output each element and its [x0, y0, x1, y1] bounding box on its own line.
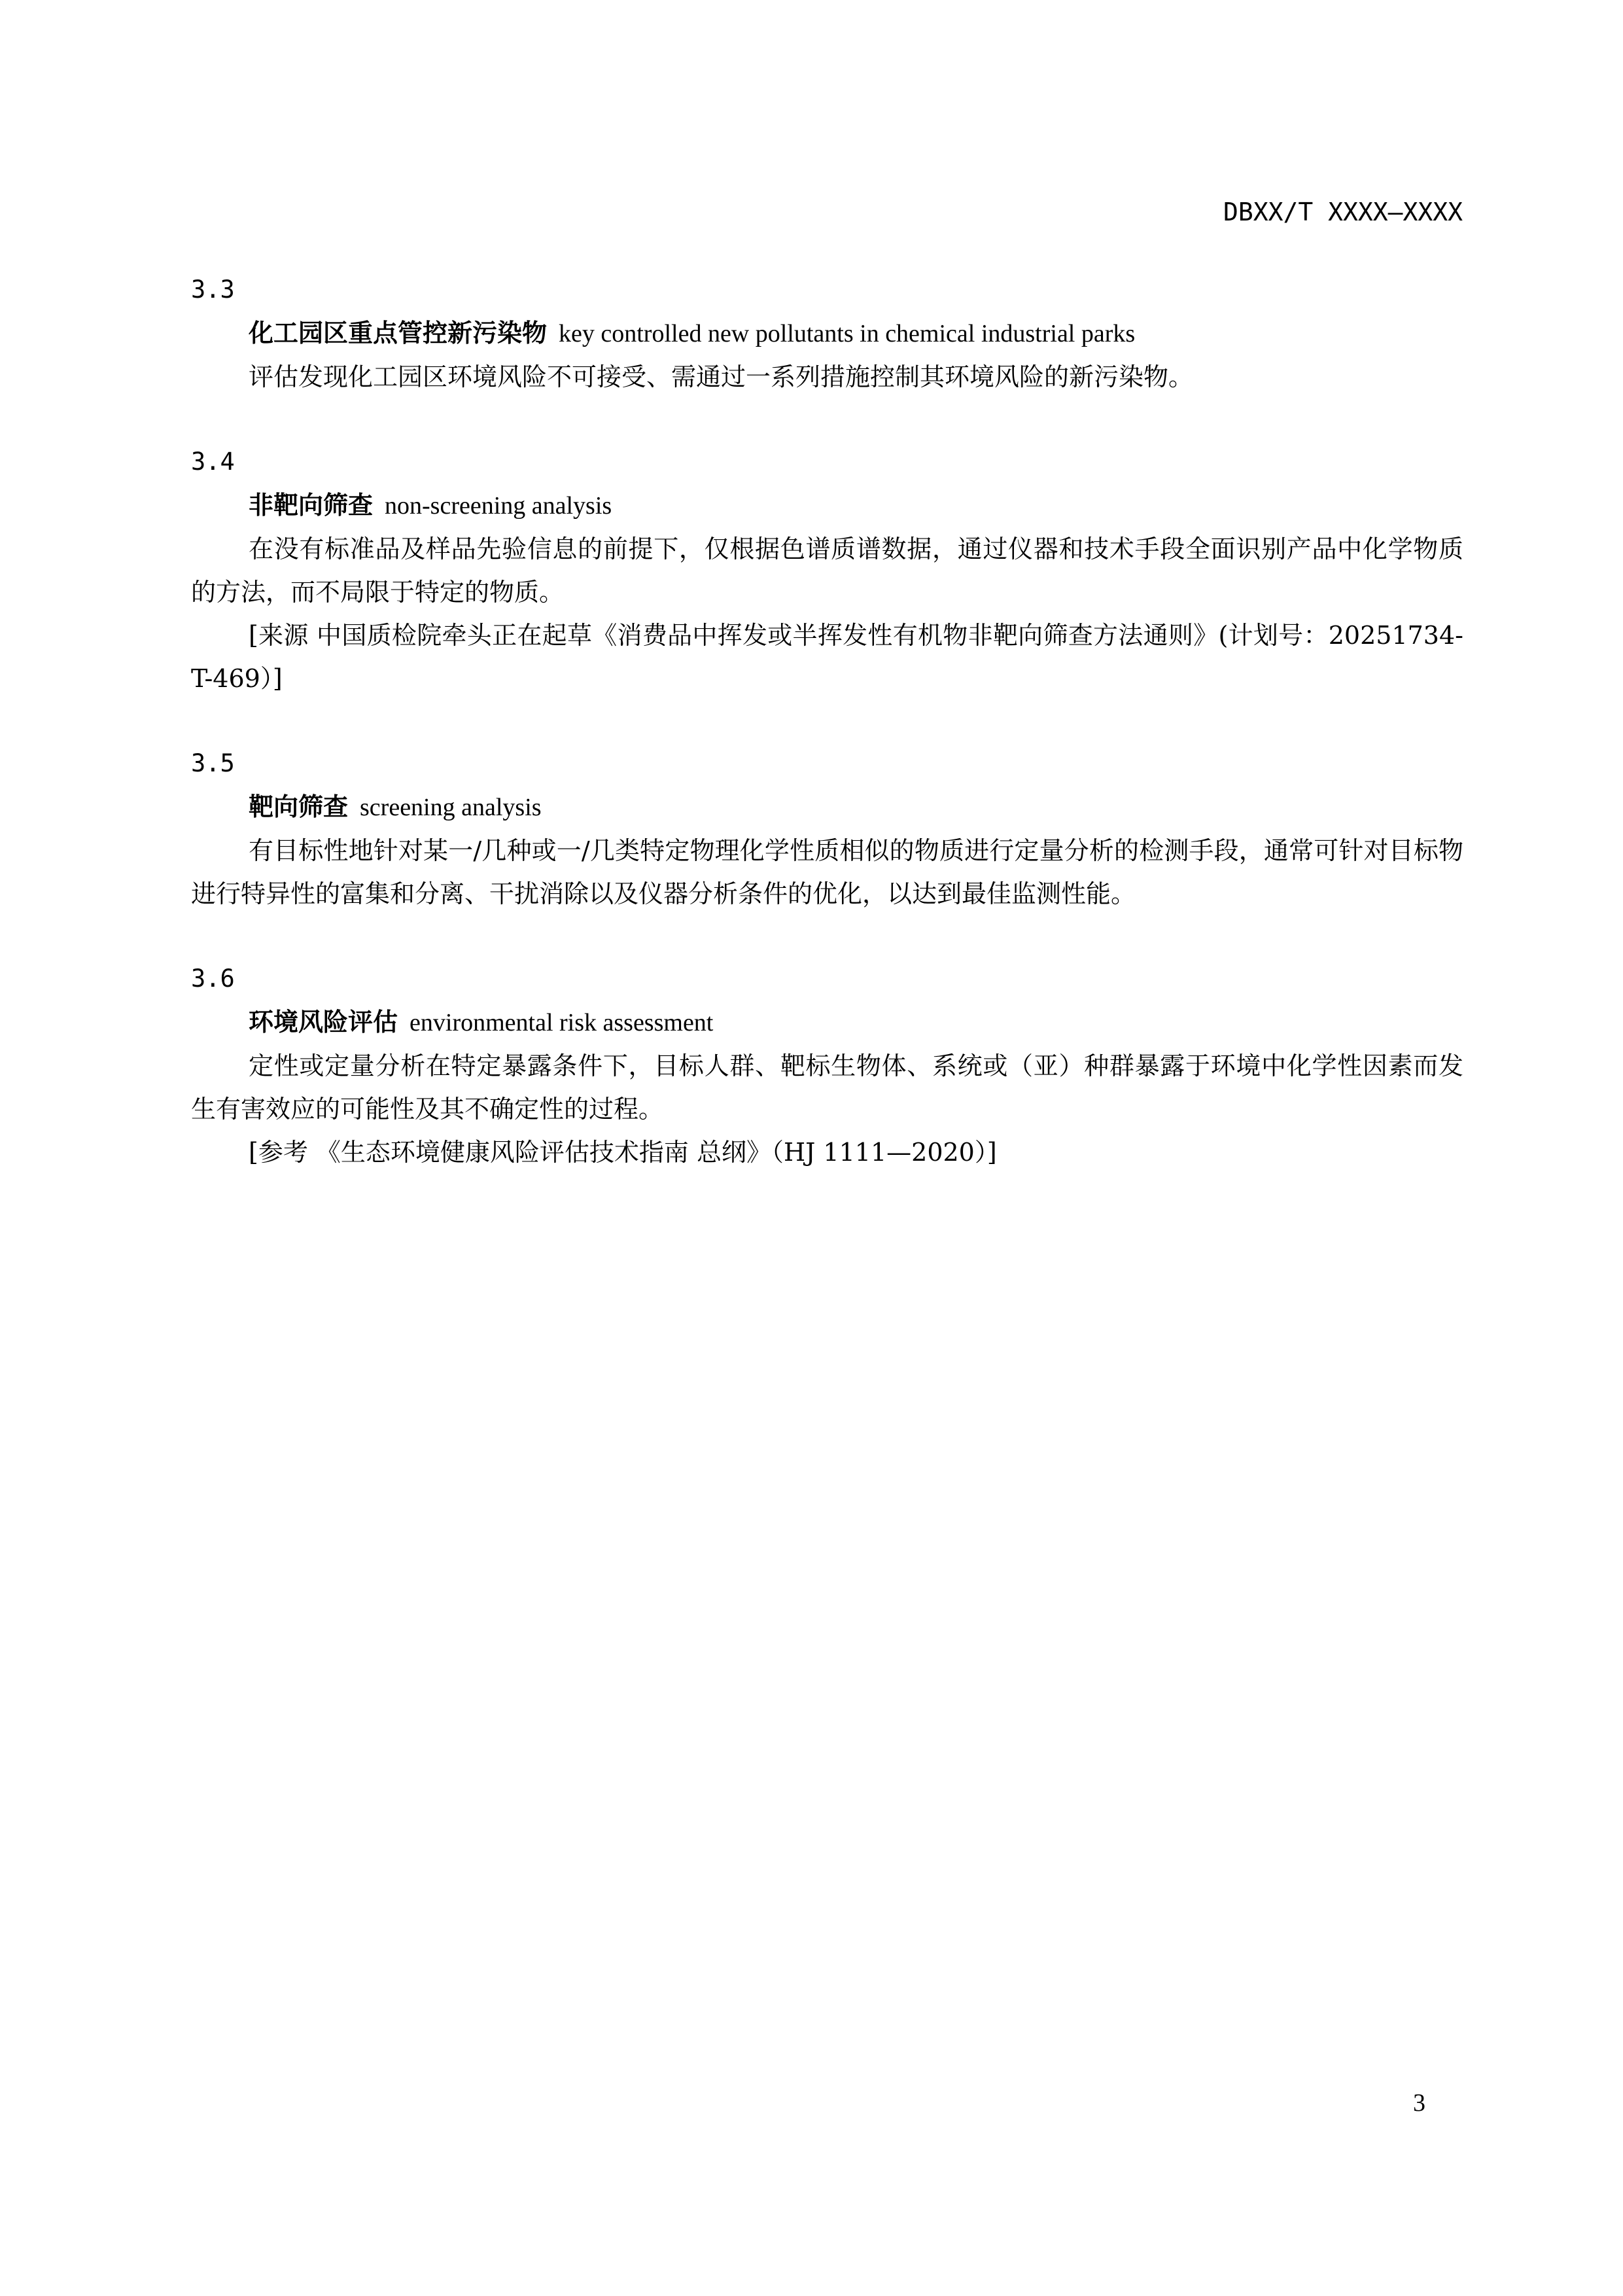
- term-chinese-name: 非靶向筛查: [249, 491, 374, 520]
- term-definition: 在没有标准品及样品先验信息的前提下，仅根据色谱质谱数据，通过仪器和技术手段全面识别产品中化学物质的方法，而不局限于特定的物质。: [191, 535, 1463, 607]
- term-definition: 定性或定量分析在特定暴露条件下，目标人群、靶标生物体、系统或（亚）种群暴露于环境中化学性因素而发生有害效应的可能性及其不确定性的过程。: [191, 1051, 1463, 1123]
- term-heading: [191, 1000, 1463, 1044]
- term-chinese-name: 环境风险评估: [249, 1008, 398, 1036]
- term-english-name: key controlled new pollutants in chemical industrial parks: [559, 320, 1136, 347]
- term-heading: [191, 484, 1463, 527]
- term-number: 3.6: [191, 964, 235, 993]
- term-chinese-name: 化工园区重点管控新污染物: [249, 319, 548, 347]
- terms-section: [191, 268, 1463, 1216]
- document-code: DBXX/T XXXX—XXXX: [1223, 198, 1463, 226]
- term-entry-3-5: [191, 742, 1463, 915]
- term-entry-3-3: [191, 268, 1463, 398]
- term-english-name: environmental risk assessment: [410, 1009, 714, 1036]
- term-entry-3-6: [191, 957, 1463, 1174]
- term-definition: 有目标性地针对某一/几种或一/几类特定物理化学性质相似的物质进行定量分析的检测手段，通常可针对目标物进行特异性的富集和分离、干扰消除以及仪器分析条件的优化，以达到最佳监测性能。: [191, 836, 1463, 908]
- term-number: 3.4: [191, 448, 235, 476]
- term-english-name: screening analysis: [360, 794, 542, 821]
- term-chinese-name: 靶向筛查: [249, 792, 349, 821]
- term-source-note: [来源 中国质检院牵头正在起草《消费品中挥发或半挥发性有机物非靶向筛查方法通则》(计划号：20251734-T-469）]: [191, 621, 1463, 693]
- term-heading: [191, 785, 1463, 829]
- term-number: 3.3: [191, 275, 235, 304]
- term-reference-note: [参考 《生态环境健康风险评估技术指南 总纲》（HJ 1111—2020）]: [249, 1138, 997, 1167]
- page-number: 3: [1413, 2089, 1425, 2117]
- term-definition: 评估发现化工园区环境风险不可接受、需通过一系列措施控制其环境风险的新污染物。: [249, 362, 1194, 391]
- term-heading: [191, 311, 1463, 355]
- term-english-name: non-screening analysis: [385, 492, 612, 520]
- term-number: 3.5: [191, 749, 235, 777]
- term-entry-3-4: [191, 440, 1463, 700]
